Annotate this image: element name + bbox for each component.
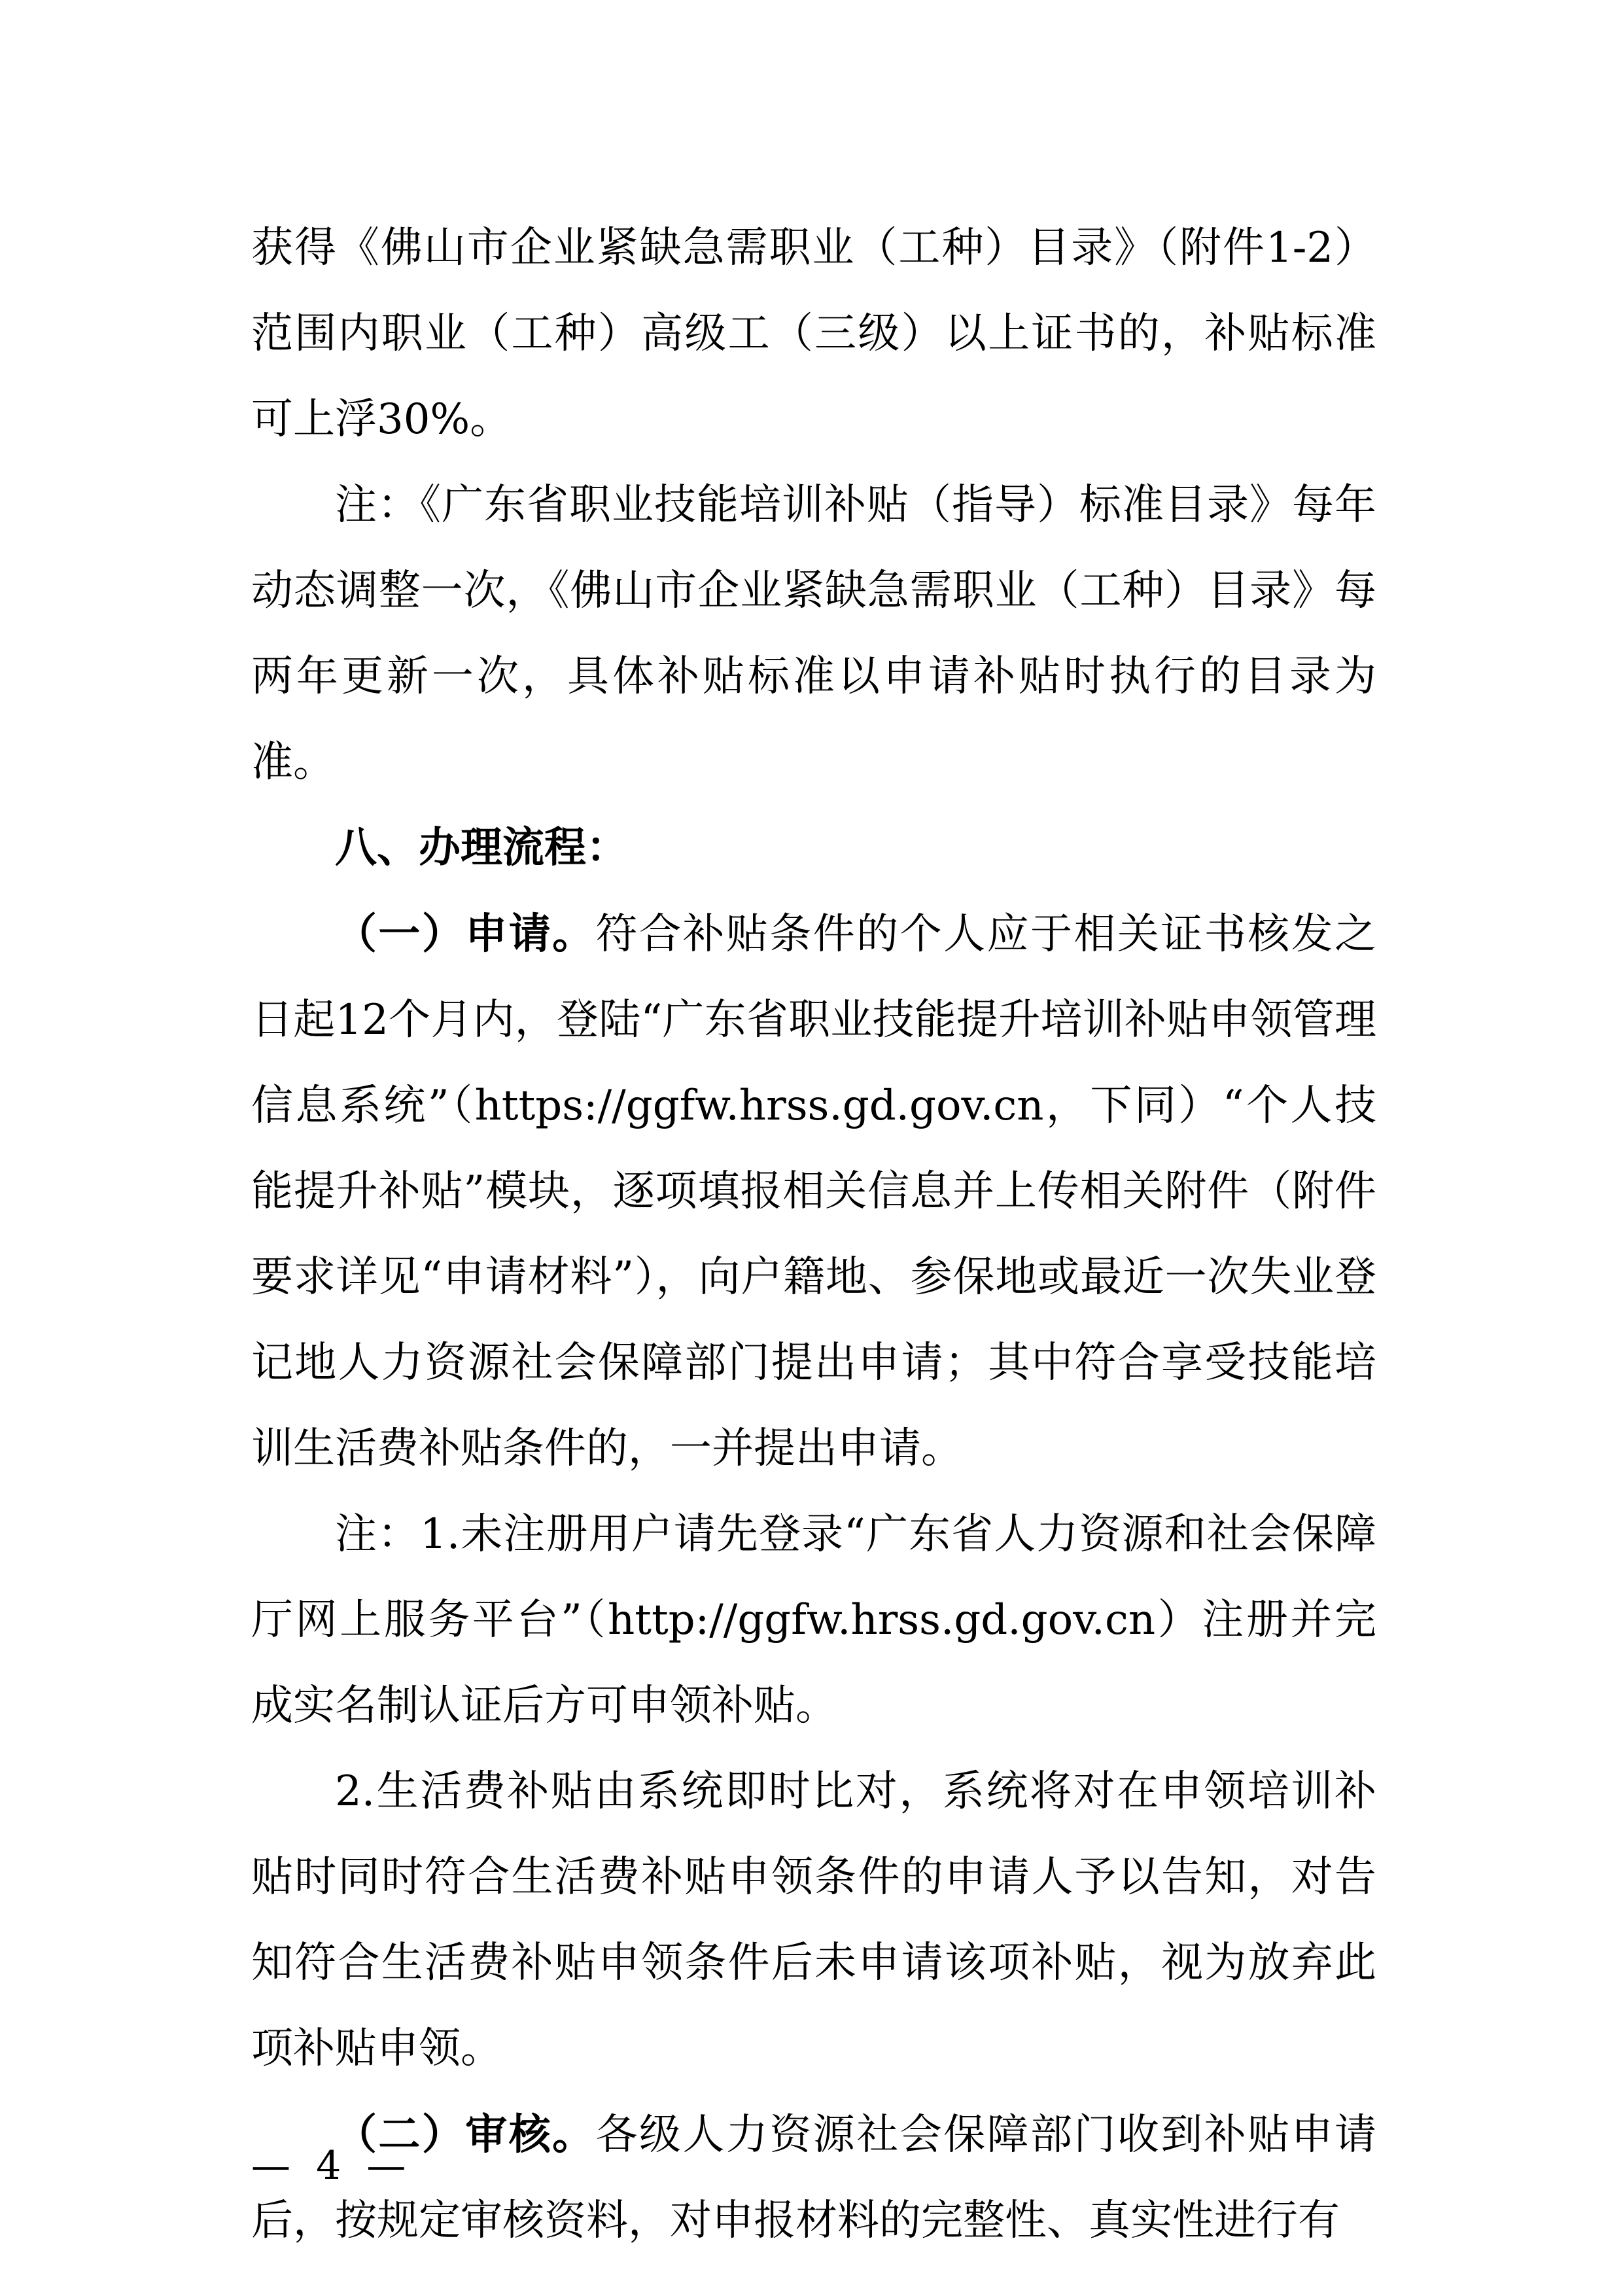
section-heading-procedure: 八、办理流程： [335, 824, 628, 872]
step-apply-text: 符合补贴条件的个人应于相关证书核发之日起12个月内，登陆“广东省职业技能提升培训补贴申领管理信息系统”（https://ggfw.hrss.gd.gov.cn，下同）“个人技能提升补贴”模块，逐项填报相关信息并上传相关附件（附件要求详见“申请材料”），向户籍地、参保地或最近一次失业登记地人力资源社会保障部门提出申请；其中符合享受技能培训生活费补贴条件的，一并提出申请。 [251, 910, 1376, 1473]
paragraph-step-review [251, 2092, 1376, 2264]
document-body [251, 205, 1376, 2264]
paragraph-subsidy-float: 获得《佛山市企业紧缺急需职业（工种）目录》（附件1-2）范围内职业（工种）高级工（三级）以上证书的，补贴标准可上浮30%。 [251, 224, 1376, 444]
step-apply-label: （一）申请。 [335, 910, 596, 959]
step-review-text: 各级人力资源社会保障部门收到补贴申请后，按规定审核资料，对申报材料的完整性、真实性进行有 [251, 2111, 1376, 2245]
paragraph-note-registration: 注：1.未注册用户请先登录“广东省人力资源和社会保障厅网上服务平台”（http://ggfw.hrss.gd.gov.cn）注册并完成实名制认证后方可申领补贴。 [251, 1510, 1376, 1730]
paragraph-catalog-note: 注：《广东省职业技能培训补贴（指导）标准目录》每年动态调整一次，《佛山市企业紧缺急需职业（工种）目录》每两年更新一次，具体补贴标准以申请补贴时执行的目录为准。 [251, 481, 1376, 786]
paragraph-step-apply [251, 891, 1376, 1492]
paragraph-note-living-allowance: 2.生活费补贴由系统即时比对，系统将对在申领培训补贴时同时符合生活费补贴申领条件的申请人予以告知，对告知符合生活费补贴申领条件后未申请该项补贴，视为放弃此项补贴申领。 [251, 1767, 1376, 2073]
page-number: — 4 — [251, 2143, 413, 2189]
step-review-label: （二）审核。 [335, 2110, 596, 2159]
